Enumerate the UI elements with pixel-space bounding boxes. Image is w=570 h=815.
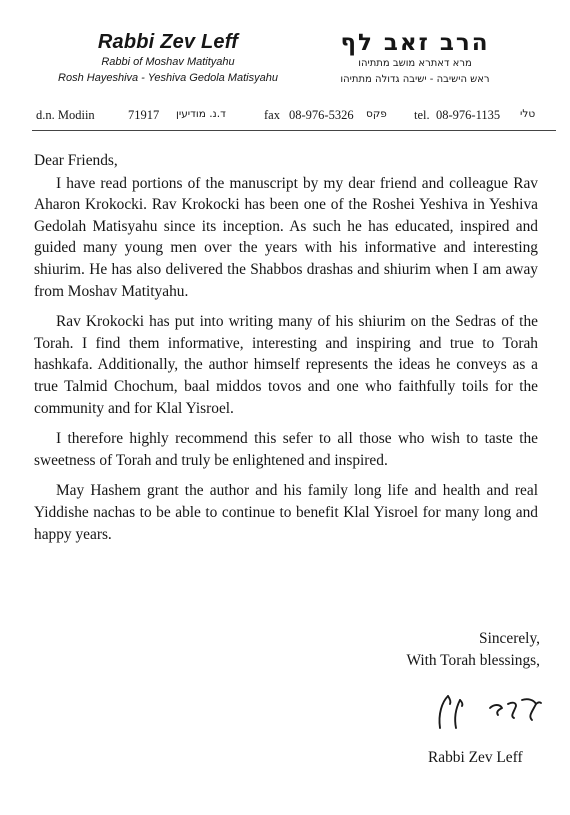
tel-label-en: tel. (414, 108, 430, 122)
fax-number: 08-976-5326 (289, 108, 354, 122)
letterhead-name-en: Rabbi Zev Leff (97, 31, 239, 53)
fax-label-he: פקס (366, 108, 387, 120)
paragraph-3: I therefore highly recommend this sefer to all those who wish to taste the sweetness of Torah and truly be enlightened and inspired. (34, 430, 538, 469)
header-divider (32, 130, 556, 131)
greeting: Dear Friends, (34, 152, 118, 169)
letterhead-english (48, 30, 288, 86)
paragraph-4: May Hashem grant the author and his family long life and health and real Yiddishe nachas to be able to continue to benefit Klal Yisroel for many long and happy years. (34, 482, 538, 543)
fax-label-en: fax (264, 108, 280, 122)
closing (406, 628, 540, 671)
paragraph-2: Rav Krokocki has put into writing many of his shiurim on the Sedras of the Torah. I find them informative, interesting and inspiring and true to Torah hashkafa. Additionally, the author himself represents the ideas he conveys as a true Talmid Chochum, baal middos tovos and one who faithfully toils for the community and for Klal Yisroel. (34, 313, 538, 417)
signature-icon (428, 688, 548, 733)
signer-name: Rabbi Zev Leff (428, 749, 523, 766)
letterhead-position-he: ראש הישיבה - ישיבה גדולה מתתיהו (340, 74, 490, 85)
address-en: d.n. Modiin (36, 108, 95, 122)
contact-line (36, 108, 552, 126)
address-he: ד.נ. מודיעין (176, 108, 226, 120)
letterhead-position-en: Rosh Hayeshiva - Yeshiva Gedola Matisyahu (58, 72, 278, 84)
tel-number: 08-976-1135 (436, 108, 501, 122)
letterhead-title-en: Rabbi of Moshav Matityahu (101, 56, 235, 68)
letterhead-title-he: מרא דאתרא מושב מתתיהו (358, 58, 472, 69)
letter-body (34, 150, 538, 554)
paragraph-1: I have read portions of the manuscript by my dear friend and colleague Rav Aharon Krokocki. Rav Krokocki has been one of the Roshei Yeshiva in Yeshiva Gedolah Matisyahu since its inception. As such he has educated, inspired and guided many young men over the years with his informative and interesting shiurim. He has also delivered the Shabbos drashas and shiurim when I am away from Moshav Matityahu. (34, 174, 538, 300)
letterhead-hebrew (300, 30, 530, 88)
closing-line-1: Sincerely, (479, 630, 540, 647)
tel-label-he: טלי (520, 108, 536, 120)
letterhead-name-he: הרב זאב לף (340, 30, 490, 56)
closing-line-2: With Torah blessings, (406, 651, 540, 669)
postcode: 71917 (128, 108, 160, 122)
